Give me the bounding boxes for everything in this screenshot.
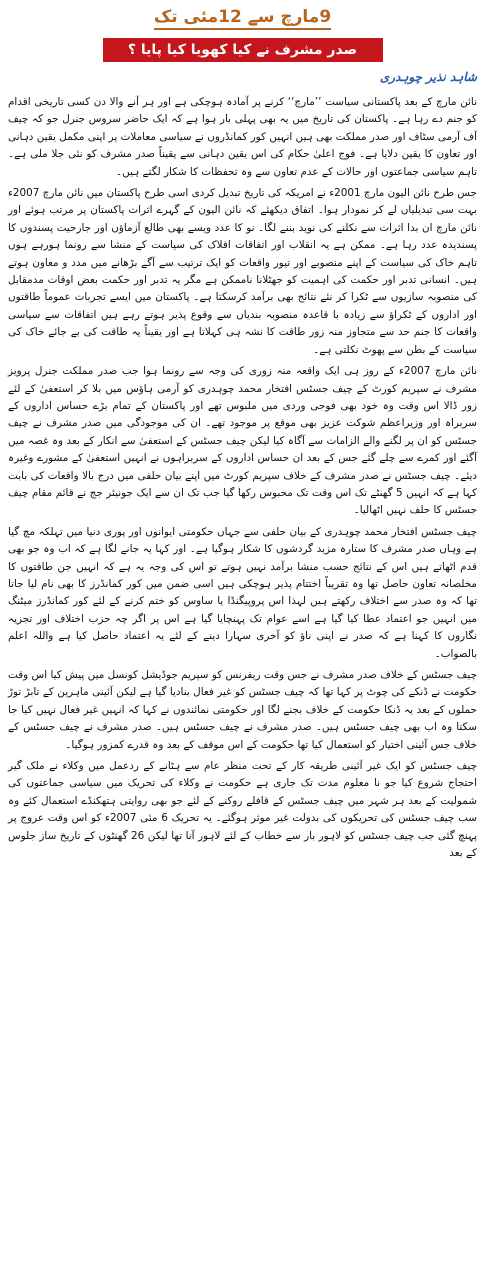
article-paragraph: جس طرح نائن الیون مارچ 2001ء نے امریکہ کی تاریخ تبدیل کردی اسی طرح پاکستان میں نائن مارچ 2007ء بہت سی تبدیلیاں لے کر نمودار ہوا۔ اتفاق دیکھئے کہ نائن الیون کے گہرے اثرات پاکستان پر مرتب ہوئے اور نائن مارچ ان بدا اثرات سے نکلنے کی نوید بننے لگا۔ نو کا عدد ویسے بھی طالع آزماؤں اور جارحیت پسندوں کا پسندیدہ عدد رہا ہے۔ ممکن ہے یہ انقلاب اور اتفاقات افلاک کی سیاست کے منشا سے رونما ہورہے ہوں تاہم خاک کی سیاست کے اپنے منصوبے اور تیور واقعات کو ایک ترتیب سے آگے بڑھانے میں مدد و معاون ہوتے ہیں۔ انسانی تدبر اور حکمت کی اہمیت کو جھٹلانا ناممکن ہے مگر یہ تدبر اور حکمت بعض اوقات مدمقابل کی منصوبہ سازیوں سے ٹکرا کر نئے نتائج بھی برآمد کرسکتا ہے۔ پاکستان میں ایسے تجربات عموماً طاقتوں اور اداروں کے ٹکراؤ سے زیادہ با قاعدہ منصوبہ بندیاں سے وقوع پذیر ہوتے رہے ہیں اتفاقات سے سیاسی واقعات کا جنم حد سے متجاوز منہ زور طاقت کا نشہ ہی کہلاتا ہے اور یقیناً یہ طاقت کی بے جائے خاک کی سیاست کے بطن سے پھوٹ نکلتی ہے۔	[8, 187, 477, 356]
date-range-text: 9مارچ سے 12مئی تک	[154, 6, 331, 30]
date-range-title	[8, 4, 477, 32]
article-body	[8, 94, 477, 862]
article-paragraph: چیف جسٹس کے خلاف صدر مشرف نے جس وقت ریفرنس کو سپریم جوڈیشل کونسل میں پیش کیا اس وقت حکومت نے ڈنکے کی چوٹ پر کہا تھا کہ چیف جسٹس کو غیر فعال بنادیا گیا ہے لیکن آئینی ماہرین کے تابڑ توڑ حملوں کے بعد یہ ڈنکا حکومت کے خلاف بجنے لگا اور حکومتی نمائندوں نے کہا کہ انہیں غیر فعال نہیں کیا جا سکتا وہ اب بھی چیف جسٹس ہیں۔ صدر مشرف نے چیف جسٹس ہیں۔ صدر مشرف نے چیف جسٹس کے خلاف جس آئینی اختیار کو استعمال کیا تھا حکومت کے اس موقف کے بعد وہ قدرے کمزور ہوگیا۔	[8, 669, 477, 751]
article-paragraph: چیف جسٹس افتخار محمد چوہدری کے بیان حلفی سے جہاں حکومتی ایوانوں اور پوری دنیا میں تہلکہ مچ گیا ہے وہاں صدر مشرف کا ستارہ مزید گردشوں کا شکار ہوگیا ہے۔ اور کہا یہ جانے لگا ہے کہ اب وہ جو بھی قدم اٹھاتے ہیں اس کے نتائج حسب منشا برآمد نہیں ہوتے تو اس کی وجہ یہ ہے کہ انہیں جن طاقتوں کا مخلصانہ تعاون حاصل تھا وہ تقریباً اختتام پذیر ہوچکی ہیں اسی ضمن میں کور کمانڈرز کا بھی نام لیا جاتا تھا کہ وہ صدر سے اختلاف رکھتے ہیں لہذا اس پروپیگنڈا یا ساوس کو ختم کرنے کے لئے کور کمانڈرز میٹنگ میں انہیں جو اعتماد عطا کیا گیا ہے اسے عوام تک پہنچایا گیا ہے اس پر اگر چہ حزب اختلاف اور تجزیہ نگاروں کا کہنا ہے کہ صدر نے اپنی ناؤ کو آخری سہارا دینے کے لئے یہ اعتماد حاصل کیا ہے واللہ اعلم بالصواب۔	[8, 525, 477, 660]
article-paragraph: نائن مارچ کے بعد پاکستانی سیاست ’’مارچ‘‘ کرنے پر آمادہ ہوچکی ہے اور ہر آنے والا دن کسی تاریخی اقدام کو جنم دے رہا ہے۔ پاکستان کی تاریخ میں یہ بھی پہلی بار ہوا ہے کہ ایک حاضر سروس جنرل جو کہ چیف آف آرمی سٹاف اور صدر مملکت بھی ہیں انہیں کور کمانڈروں نے سیاسی معاملات پر اپنی مکمل یقین دہانی اور تعاون کا یقین دلایا ہے۔ فوج اعلیٰ حکام کی اس یقین دہانی سے یقیناً صدر مشرف کو نئی جلا ملی ہے۔ تاہم سیاسی جماعتوں اور حالات کے عدم تعاون سے وہ تحفظات کا شکار لگتے ہیں۔	[8, 96, 477, 178]
article-paragraph: چیف جسٹس کو ایک غیر آئینی طریقہ کار کے تحت منظر عام سے ہٹانے کے ردعمل میں وکلاء نے ملک گیر احتجاج شروع کیا جو نا معلوم مدت تک جاری ہے حکومت نے وکلاء کی تحریک میں سیاسی جماعتوں کی شمولیت کے بعد ہر شہر میں چیف جسٹس کے قافلے روکنے کے لئے جو بھی روایتی ہتھکنڈے استعمال کئے وہ سب چیف جسٹس کی تحریکوں کی بدولت غیر موثر ہوگئے۔ یہ تحریک 6 مئی 2007ء کو اس وقت عروج پر پہنچ گئی جب چیف جسٹس کو لاہور بار سے خطاب کے لئے لاہور آنا تھا لیکن 26 گھنٹوں کے تاریخ ساز جلوس کے بعد	[8, 760, 478, 860]
article-paragraph: نائن مارچ 2007ء کے روز ہی ایک واقعہ منہ زوری کی وجہ سے رونما ہوا جب صدر مملکت جنرل پرویز مشرف نے سپریم کورٹ کے چیف جسٹس افتخار محمد چوہدری کو آرمی ہاؤس میں بلا کر استعفیٰ کے لئے زور ڈالا اس وقت وہ خود بھی فوجی وردی میں ملبوس تھے اور پاکستان کے تمام بڑے حساس اداروں کے سربراہ اور وزیراعظم شوکت عزیز بھی موقع پر موجود تھے۔ ان کی موجودگی میں صدر مشرف نے چیف جسٹس کو ان پر لگنے والے الزامات سے آگاہ کیا لیکن چیف جسٹس کے استعفیٰ سے انکار کے بعد وہ غصہ میں آگئے اور کمرے سے چلے گئے جس کے بعد ان حساس اداروں کے سربراہوں نے انہیں استعفیٰ کے مشورے وغیرہ دیئے۔ چیف جسٹس نے صدر مشرف کے خلاف سپریم کورٹ میں اپنے بیان حلفی میں درج بالا واقعات کی بابت کہا ہے کہ انہیں 5 گھنٹے تک اس وقت تک محبوس رکھا گیا جب تک ان سے ایک جونیئر جج نے قائم مقام چیف جسٹس کا حلف نہیں اٹھالیا۔	[8, 365, 477, 517]
headline-banner	[103, 38, 383, 62]
headline-text: صدر مشرف نے کیا کھویا کیا پایا ؟	[127, 42, 358, 58]
author-byline: شاہد نذیر چوہدری	[379, 70, 477, 84]
